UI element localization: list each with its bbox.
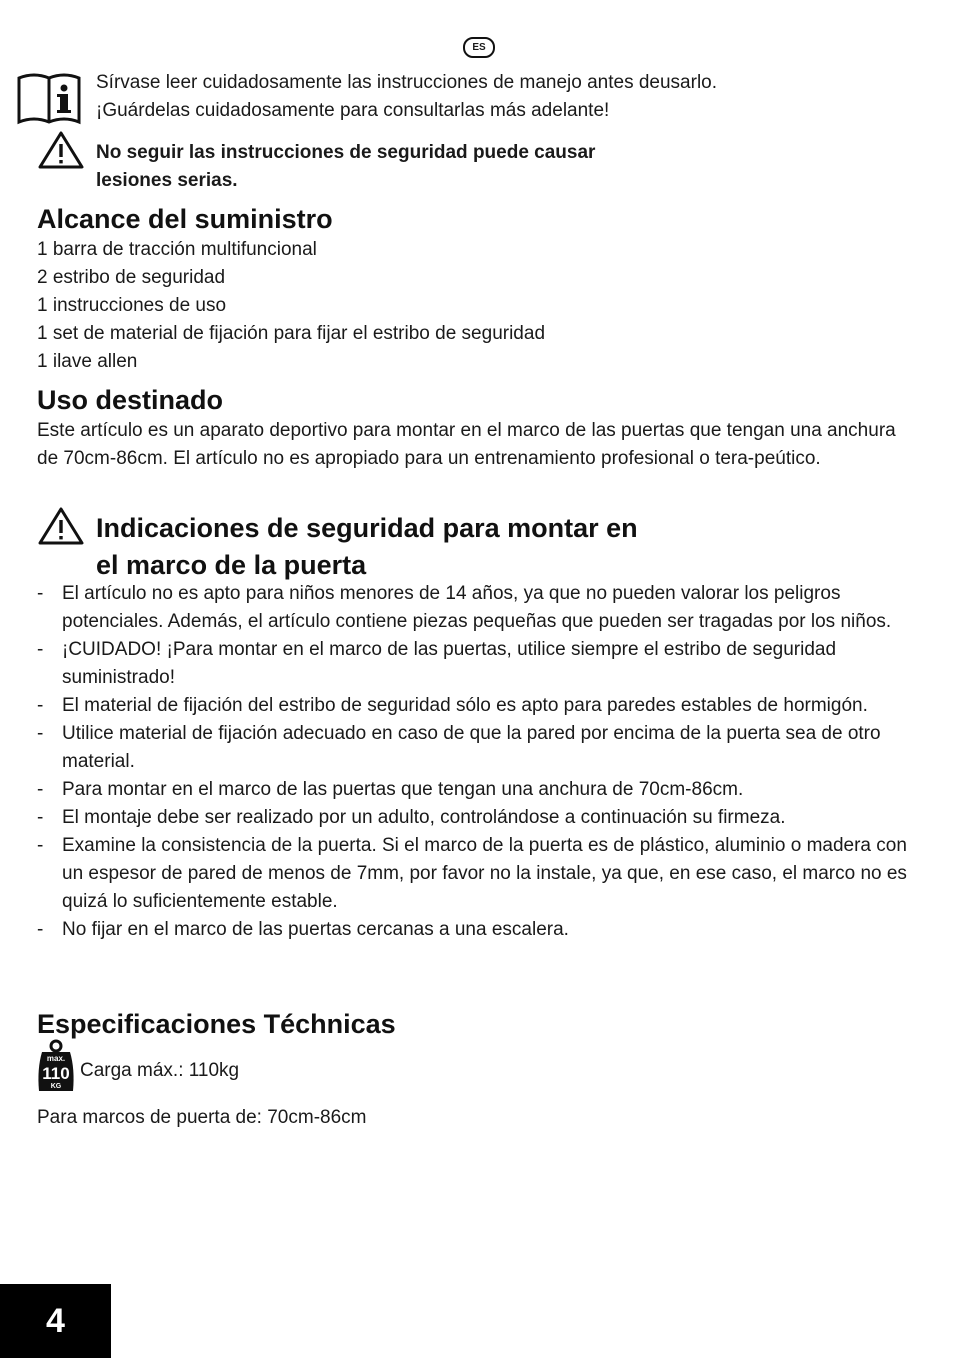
weight-110kg-icon	[37, 1039, 75, 1093]
warning-triangle-icon	[37, 506, 85, 546]
warning-line-2: lesiones serias.	[96, 170, 238, 191]
warning-triangle-icon	[37, 130, 85, 170]
list-item: - El montaje debe ser realizado por un adulto, controlándose a continuación su firmeza.	[37, 804, 921, 832]
safety-heading	[96, 510, 638, 584]
door-frame-range-text: Para marcos de puerta de: 70cm-86cm	[37, 1107, 367, 1128]
use-text: Este artículo es un aparato deportivo para montar en el marco de las puertas que tengan una anchura de 70cm-86cm. El artículo no es apropiado para un entrenamiento profesional o tera-peútico.	[37, 420, 896, 469]
intro-line-2: ¡Guárdelas cuidadosamente para consultarlas más adelante!	[96, 100, 610, 121]
list-item: - ¡CUIDADO! ¡Para montar en el marco de las puertas, utilice siempre el estribo de seguridad suministrado!	[37, 636, 921, 692]
list-item: - Examine la consistencia de la puerta. Si el marco de la puerta es de plástico, aluminio o madera con un espesor de pared de menos de 7mm, por favor no la instale, ya que, en ese caso, el marco no es quizá lo suficientemente estable.	[37, 832, 921, 916]
supply-list	[37, 236, 545, 376]
list-item: - Para montar en el marco de las puertas que tengan una anchura de 70cm-86cm.	[37, 776, 921, 804]
safety-list	[37, 580, 921, 944]
intro-line-1: Sírvase leer cuidadosamente las instrucciones de manejo antes deusarlo.	[96, 72, 718, 93]
page-number: 4	[0, 1284, 111, 1358]
use-heading: Uso destinado	[37, 385, 224, 415]
book-info-icon	[16, 72, 82, 126]
specs-heading: Especificaciones Téchnicas	[37, 1009, 396, 1039]
warning-text	[96, 139, 595, 195]
list-item: - El material de fijación del estribo de seguridad sólo es apto para paredes estables de hormigón.	[37, 692, 921, 720]
list-item: - No fijar en el marco de las puertas cercanas a una escalera.	[37, 916, 921, 944]
warning-line-1: No seguir las instrucciones de seguridad puede causar	[96, 142, 596, 163]
supply-heading: Alcance del suministro	[37, 204, 333, 234]
intro-text	[96, 69, 717, 125]
safety-heading-line-1: Indicaciones de seguridad para montar en	[96, 513, 638, 543]
list-item: 1 barra de tracción multifuncional	[37, 239, 317, 260]
list-item: - Utilice material de fijación adecuado en caso de que la pared por encima de la puerta sea de otro material.	[37, 720, 921, 776]
list-item: 1 instrucciones de uso	[37, 295, 227, 316]
safety-heading-line-2: el marco de la puerta	[96, 550, 367, 580]
list-item: 1 ilave allen	[37, 351, 138, 372]
list-item: - El artículo no es apto para niños menores de 14 años, ya que no pueden valorar los peligros potenciales. Además, el artículo contiene piezas pequeñas que pueden ser tragadas por los niños.	[37, 580, 921, 636]
weight-icon-max: max.	[46, 1054, 66, 1063]
list-item: 1 set de material de fijación para fijar el estribo de seguridad	[37, 323, 546, 344]
weight-icon-value: 110	[42, 1064, 70, 1083]
language-badge: ES	[463, 37, 495, 58]
weight-icon-unit: KG	[50, 1083, 62, 1090]
list-item: 2 estribo de seguridad	[37, 267, 226, 288]
max-load-text: Carga máx.: 110kg	[80, 1060, 240, 1081]
